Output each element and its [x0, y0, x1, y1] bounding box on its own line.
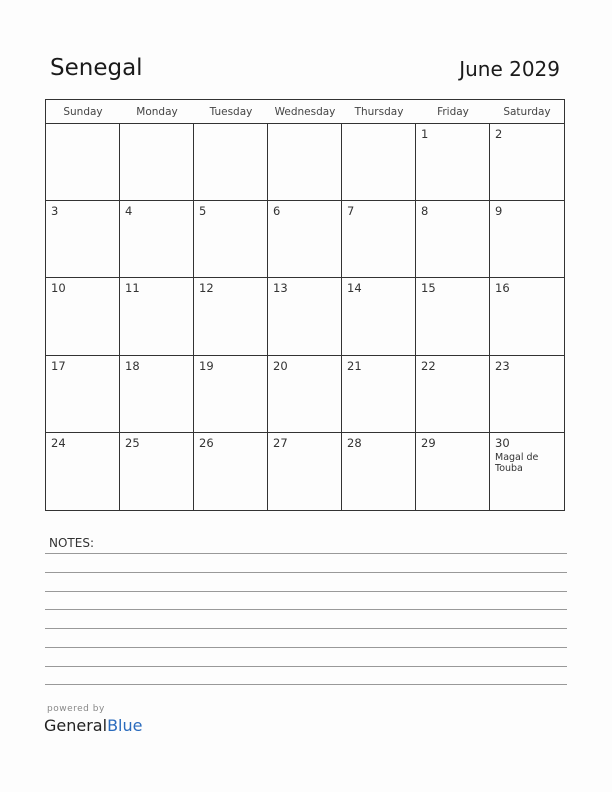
day-number: 27 [273, 435, 288, 450]
day-cell[interactable] [416, 433, 490, 510]
day-number: 9 [495, 204, 503, 219]
weekday-header: Monday [120, 100, 194, 124]
notes-line [45, 572, 567, 573]
calendar-grid [45, 99, 565, 511]
day-cell[interactable] [194, 124, 268, 201]
day-cell[interactable] [194, 201, 268, 278]
day-number: 2 [495, 127, 503, 141]
day-number: 15 [421, 281, 436, 296]
day-cell[interactable] [490, 356, 564, 433]
day-number: 18 [125, 358, 140, 373]
day-number: 20 [273, 358, 288, 373]
powered-by-text: powered by [47, 704, 105, 714]
day-number: 10 [51, 281, 66, 296]
day-cell[interactable] [342, 433, 416, 510]
day-number: 24 [51, 435, 66, 450]
day-number: 22 [421, 358, 436, 373]
notes-line [45, 609, 567, 610]
calendar-month-year: June 2029 [459, 57, 560, 81]
day-number: 29 [421, 435, 436, 450]
day-cell[interactable] [490, 433, 564, 510]
day-number: 19 [199, 358, 214, 373]
day-number: 13 [273, 281, 288, 296]
day-number: 7 [347, 204, 355, 219]
day-number: 5 [199, 204, 207, 219]
day-cell[interactable] [268, 433, 342, 510]
day-cell[interactable] [416, 356, 490, 433]
notes-label: NOTES: [49, 536, 94, 550]
day-number: 21 [347, 358, 362, 373]
notes-line [45, 553, 567, 554]
day-number: 11 [125, 281, 140, 296]
day-cell[interactable] [268, 124, 342, 201]
brand-general: General [44, 716, 108, 735]
day-cell[interactable] [342, 356, 416, 433]
day-cell[interactable] [120, 433, 194, 510]
day-number: 28 [347, 435, 362, 450]
day-number: 14 [347, 281, 362, 296]
notes-line [45, 628, 567, 629]
day-cell[interactable] [268, 356, 342, 433]
day-number: 16 [495, 281, 510, 296]
day-cell[interactable] [416, 201, 490, 278]
calendar-country-title: Senegal [50, 55, 143, 81]
day-cell[interactable] [268, 201, 342, 278]
day-cell[interactable] [194, 278, 268, 355]
weekday-header: Wednesday [268, 100, 342, 124]
day-cell[interactable] [194, 433, 268, 510]
day-cell[interactable] [120, 201, 194, 278]
day-cell[interactable] [342, 201, 416, 278]
weekday-header: Tuesday [194, 100, 268, 124]
weekday-header: Saturday [490, 100, 564, 124]
day-number: 8 [421, 204, 429, 219]
brand-blue: Blue [107, 716, 143, 735]
day-cell[interactable] [268, 278, 342, 355]
day-cell[interactable] [46, 124, 120, 201]
weekday-header: Sunday [46, 100, 120, 124]
day-cell[interactable] [46, 356, 120, 433]
weekday-header: Friday [416, 100, 490, 124]
day-cell[interactable] [490, 201, 564, 278]
day-cell[interactable] [416, 278, 490, 355]
day-cell[interactable] [46, 433, 120, 510]
day-number: 4 [125, 204, 133, 219]
day-number: 17 [51, 358, 66, 373]
day-cell[interactable] [342, 278, 416, 355]
day-cell[interactable] [416, 124, 490, 201]
notes-line [45, 666, 567, 667]
day-number: 23 [495, 358, 510, 373]
generalblue-logo[interactable] [44, 716, 142, 735]
day-cell[interactable] [490, 278, 564, 355]
day-number: 12 [199, 281, 214, 296]
day-number: 3 [51, 204, 59, 219]
day-cell[interactable] [342, 124, 416, 201]
notes-line [45, 684, 567, 685]
day-cell[interactable] [46, 201, 120, 278]
day-cell[interactable] [46, 278, 120, 355]
day-cell[interactable] [120, 278, 194, 355]
notes-line [45, 647, 567, 648]
day-number: 26 [199, 435, 214, 450]
day-cell[interactable] [120, 356, 194, 433]
day-number: 30 [495, 435, 510, 450]
day-number: 1 [421, 127, 429, 141]
day-cell[interactable] [490, 124, 564, 201]
day-number: 25 [125, 435, 140, 450]
day-cell[interactable] [194, 356, 268, 433]
weekday-header: Thursday [342, 100, 416, 124]
day-number: 6 [273, 204, 281, 219]
notes-line [45, 591, 567, 592]
day-cell[interactable] [120, 124, 194, 201]
holiday-label: Magal de Touba [495, 451, 539, 474]
